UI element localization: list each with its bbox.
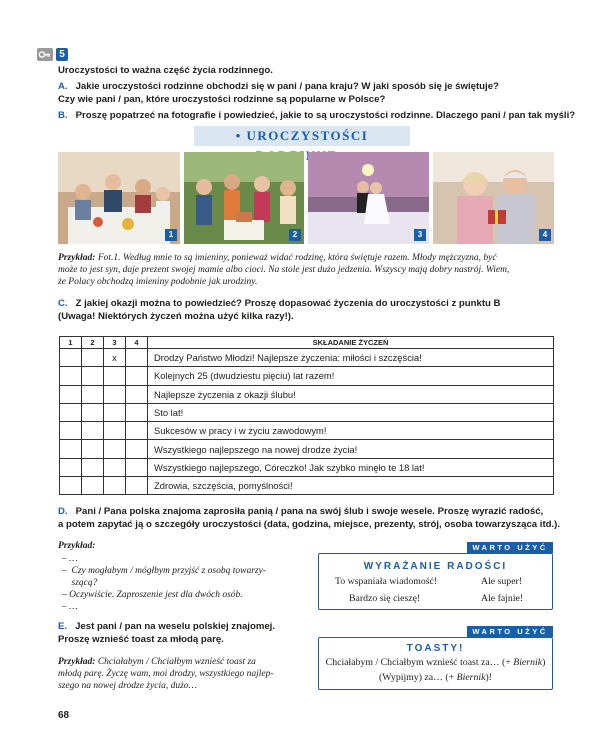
toast-text: Chciałabym / Chciałbym wznieść toast za… (+ xyxy=(325,657,514,668)
answer-cell[interactable] xyxy=(104,422,126,440)
task-c xyxy=(58,298,500,310)
answer-cell[interactable] xyxy=(82,349,104,367)
wish-text: Najlepsze życzenia z okazji ślubu! xyxy=(148,385,554,403)
example-3-text: Chciałabym / Chciałbym wznieść toast za xyxy=(95,657,256,667)
joy-box-title: WYRAŻANIE RADOŚCI xyxy=(363,561,508,572)
example-2-item: – … xyxy=(62,602,78,612)
photo-1 xyxy=(58,152,180,244)
table-row xyxy=(60,385,554,403)
table-row xyxy=(60,477,554,495)
task-b-line1: Proszę popatrzeć na fotografie i powiedzieć, jakie to są uroczystości rodzinne. Dlaczego pani / pan tak myśli? xyxy=(75,110,576,121)
answer-cell[interactable] xyxy=(60,367,82,385)
table-row xyxy=(60,422,554,440)
col-header-1: 1 xyxy=(60,337,82,349)
example-2-item: – Oczywiście. Zaproszenie jest dla dwóch osób. xyxy=(62,590,243,600)
answer-cell[interactable] xyxy=(60,349,82,367)
task-e xyxy=(58,621,275,633)
example-1-label: Przykład: xyxy=(58,253,96,263)
useful-phrases-tag: WARTO UŻYĆ xyxy=(467,626,553,637)
answer-cell[interactable] xyxy=(126,477,148,495)
toast-case: Biernik xyxy=(513,657,543,668)
photo-number: 1 xyxy=(165,229,177,241)
photo-number: 4 xyxy=(539,229,551,241)
answer-cell[interactable] xyxy=(104,458,126,476)
task-c-line1: Z jakiej okazji można to powiedzieć? Proszę dopasować życzenia do uroczystości z punktu B xyxy=(75,298,501,309)
task-d-letter: D. xyxy=(58,506,68,517)
example-2-item: szącą? xyxy=(62,578,98,588)
toasts-box xyxy=(318,637,553,690)
toast-phrase-2 xyxy=(319,672,552,683)
wishes-table xyxy=(59,336,554,495)
answer-cell[interactable] xyxy=(60,403,82,421)
task-d-line1: Pani / Pana polska znajoma zaprosiła panią / pana na swój ślub i swoje wesele. Proszę wyrazić radość, xyxy=(75,506,544,517)
banner-title: • UROCZYSTOŚCI xyxy=(194,126,410,146)
answer-cell[interactable] xyxy=(104,440,126,458)
example-1-line1 xyxy=(58,252,497,264)
wish-text: Kolejnych 25 (dwudziestu pięciu) lat razem! xyxy=(148,367,554,385)
task-a-line2: Czy wie pani / pan, które uroczystości rodzinne są popularne w Polsce? xyxy=(58,94,386,105)
answer-cell[interactable] xyxy=(60,385,82,403)
example-1-line3: że Polacy obchodzą imieniny podobnie jak urodziny. xyxy=(58,277,258,287)
task-a-line1: Jakie uroczystości rodzinne obchodzi się w pani / pana kraju? W jaki sposób się je świętuje? xyxy=(75,81,499,92)
photo-number: 3 xyxy=(414,229,426,241)
col-header-wishes: SKŁADANIE ŻYCZEŃ xyxy=(148,337,554,349)
task-c-letter: C. xyxy=(58,298,68,309)
answer-cell[interactable] xyxy=(126,422,148,440)
table-row xyxy=(60,349,554,367)
answer-cell[interactable] xyxy=(82,385,104,403)
useful-phrases-tag: WARTO UŻYĆ xyxy=(467,542,553,553)
toasts-box-title: TOASTY! xyxy=(406,643,465,654)
task-e-letter: E. xyxy=(58,621,68,632)
example-3-label: Przykład: xyxy=(58,657,96,667)
answer-cell[interactable] xyxy=(104,403,126,421)
example-2-item: – Czy mogłabym / mógłbym przyjść z osobą towarzy- xyxy=(62,566,266,576)
task-d-line2: a potem zapytać ją o szczegóły uroczystości (data, godzina, miejsce, prezenty, strój, osoba towarzysząca itd.). xyxy=(58,519,561,530)
joy-phrase: Bardzo się cieszę! xyxy=(349,593,421,604)
table-row xyxy=(60,440,554,458)
answer-cell[interactable] xyxy=(82,367,104,385)
answer-cell[interactable] xyxy=(126,403,148,421)
answer-cell[interactable] xyxy=(82,403,104,421)
photo-3 xyxy=(308,152,429,244)
answer-cell[interactable] xyxy=(126,458,148,476)
task-b xyxy=(58,110,575,122)
example-1-line2: może to jest syn, daje prezent swojej mamie albo cioci. Na stole jest dużo jedzenia. Wszyscy mają dobry nastrój. Wiem, xyxy=(58,265,510,275)
toast-phrase-1 xyxy=(319,657,552,668)
toast-text: (Wypijmy) za… (+ xyxy=(379,672,457,683)
answer-cell[interactable] xyxy=(60,440,82,458)
example-1-text: Fot.1. Według mnie to są imieniny, ponieważ widać rodzinę, która świętuje razem. Młody mężczyzna, być xyxy=(95,253,497,263)
task-e-line1: Jest pani / pan na weselu polskiej znajomej. xyxy=(75,621,276,632)
toast-text: ) xyxy=(542,657,546,668)
answer-cell[interactable] xyxy=(82,440,104,458)
answer-cell[interactable] xyxy=(126,349,148,367)
task-c-line2: (Uwaga! Niektórych życzeń można użyć kilka razy!). xyxy=(58,311,294,322)
joy-phrase: Ale fajnie! xyxy=(481,593,524,604)
example-3-line3: szego na nowej drodze życia, dużo… xyxy=(58,681,197,691)
toast-text: )! xyxy=(485,672,492,683)
task-b-letter: B. xyxy=(58,110,68,121)
wish-text: Sto lat! xyxy=(148,403,554,421)
wish-text: Wszystkiego najlepszego, Córeczko! Jak szybko minęło te 18 lat! xyxy=(148,458,554,476)
joy-phrase: Ale super! xyxy=(481,576,523,587)
example-2-label: Przykład: xyxy=(58,541,96,551)
answer-cell[interactable] xyxy=(104,385,126,403)
intro-text: Uroczystości to ważna część życia rodzinnego. xyxy=(58,65,273,76)
answer-cell[interactable] xyxy=(104,367,126,385)
page-number: 68 xyxy=(58,710,70,721)
wish-text: Drodzy Państwo Młodzi! Najlepsze życzenia: miłości i szczęścia! xyxy=(148,349,554,367)
col-header-4: 4 xyxy=(126,337,148,349)
answer-cell[interactable] xyxy=(126,385,148,403)
answer-cell[interactable] xyxy=(60,422,82,440)
col-header-2: 2 xyxy=(82,337,104,349)
key-icon xyxy=(37,48,53,61)
col-header-3: 3 xyxy=(104,337,126,349)
answer-cell[interactable]: x xyxy=(104,349,126,367)
section-number: 5 xyxy=(56,48,68,61)
answer-cell[interactable] xyxy=(82,422,104,440)
photo-4 xyxy=(433,152,554,244)
table-row xyxy=(60,458,554,476)
task-e-line2: Proszę wznieść toast za młodą parę. xyxy=(58,634,224,645)
task-a xyxy=(58,81,499,93)
example-3-line2: młodą parę. Życzę wam, moi drodzy, wszystkiego najlep- xyxy=(58,669,274,679)
table-header-row xyxy=(60,337,554,349)
photo-2 xyxy=(184,152,304,244)
toast-case: Biernik xyxy=(456,672,486,683)
wish-text: Sukcesów w pracy i w życiu zawodowym! xyxy=(148,422,554,440)
task-a-letter: A. xyxy=(58,81,68,92)
joy-phrases-box xyxy=(318,553,553,610)
wish-text: Zdrowia, szczęścia, pomyślności! xyxy=(148,477,554,495)
answer-cell[interactable] xyxy=(126,367,148,385)
wish-text: Wszystkiego najlepszego na nowej drodze życia! xyxy=(148,440,554,458)
answer-cell[interactable] xyxy=(82,477,104,495)
table-row xyxy=(60,403,554,421)
example-2-item: – … xyxy=(62,554,78,564)
photo-number: 2 xyxy=(289,229,301,241)
answer-cell[interactable] xyxy=(104,477,126,495)
answer-cell[interactable] xyxy=(82,458,104,476)
answer-cell[interactable] xyxy=(60,458,82,476)
example-3-line1 xyxy=(58,656,256,668)
answer-cell[interactable] xyxy=(126,440,148,458)
table-row xyxy=(60,367,554,385)
task-d xyxy=(58,506,543,518)
answer-cell[interactable] xyxy=(60,477,82,495)
joy-phrase: To wspaniała wiadomość! xyxy=(335,576,438,587)
